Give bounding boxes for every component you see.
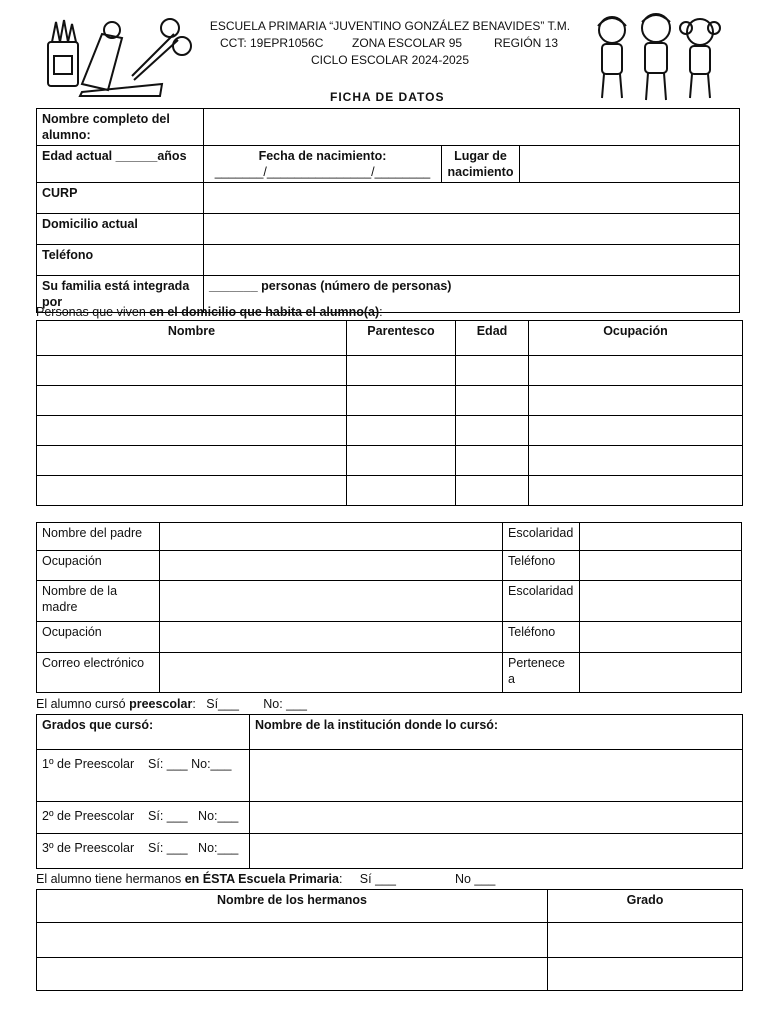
table-row bbox=[37, 416, 743, 446]
school-supplies-illustration bbox=[42, 14, 192, 98]
household-cell[interactable] bbox=[37, 386, 347, 416]
siblings-col-grade: Grado bbox=[548, 890, 743, 923]
siblings-intro bbox=[36, 871, 495, 887]
household-cell[interactable] bbox=[456, 356, 529, 386]
household-intro bbox=[36, 304, 383, 320]
preschool-institution-2[interactable] bbox=[250, 802, 743, 834]
table-row bbox=[37, 958, 743, 991]
siblings-table bbox=[36, 889, 743, 991]
household-cell[interactable] bbox=[347, 476, 456, 506]
household-cell[interactable] bbox=[529, 356, 743, 386]
page-title: FICHA DE DATOS bbox=[330, 90, 445, 104]
father-phone-label: Teléfono bbox=[503, 551, 580, 581]
student-name-field[interactable] bbox=[204, 109, 740, 146]
table-row bbox=[37, 923, 743, 958]
table-row bbox=[37, 356, 743, 386]
preschool-grade-3[interactable]: 3º de Preescolar Sí: ___ No:___ bbox=[37, 834, 250, 869]
household-cell[interactable] bbox=[529, 446, 743, 476]
birth-date-label: Fecha de nacimiento: bbox=[258, 149, 387, 163]
preschool-col-institution: Nombre de la institución donde lo cursó: bbox=[250, 715, 743, 750]
preschool-table bbox=[36, 714, 743, 869]
preschool-intro-text: El alumno cursó bbox=[36, 697, 130, 711]
father-schooling-label: Escolaridad bbox=[503, 523, 580, 551]
preschool-grade-1[interactable]: 1º de Preescolar Sí: ___ No:___ bbox=[37, 750, 250, 802]
cct-code: CCT: 19EPR1056C bbox=[220, 36, 324, 50]
birth-date-line: _______/_______________/________ bbox=[214, 165, 431, 179]
table-row bbox=[37, 476, 743, 506]
household-table bbox=[36, 320, 743, 506]
siblings-intro-text: El alumno tiene hermanos bbox=[36, 872, 185, 886]
household-cell[interactable] bbox=[347, 386, 456, 416]
address-label: Domicilio actual bbox=[37, 214, 204, 245]
birthplace-field[interactable] bbox=[520, 146, 740, 183]
household-cell[interactable] bbox=[529, 386, 743, 416]
father-occupation-field[interactable] bbox=[160, 551, 503, 581]
household-col-relation: Parentesco bbox=[347, 321, 456, 356]
birthplace-label: Lugar de nacimiento bbox=[442, 146, 520, 183]
household-intro-bold: en el domicilio que habita el alumno(a) bbox=[149, 305, 380, 319]
father-occupation-label: Ocupación bbox=[37, 551, 160, 581]
preschool-intro bbox=[36, 696, 307, 712]
address-field[interactable] bbox=[204, 214, 740, 245]
table-row bbox=[37, 386, 743, 416]
school-name: ESCUELA PRIMARIA “JUVENTINO GONZÁLEZ BENAVIDES” T.M. bbox=[209, 19, 571, 33]
household-intro-end: : bbox=[379, 305, 383, 319]
household-intro-text: Personas que viven bbox=[36, 305, 150, 319]
children-illustration bbox=[588, 8, 728, 104]
preschool-institution-1[interactable] bbox=[250, 750, 743, 802]
household-cell[interactable] bbox=[456, 416, 529, 446]
father-name-label: Nombre del padre bbox=[37, 523, 160, 551]
curp-field[interactable] bbox=[204, 183, 740, 214]
household-cell[interactable] bbox=[529, 416, 743, 446]
household-cell[interactable] bbox=[456, 446, 529, 476]
preschool-institution-3[interactable] bbox=[250, 834, 743, 869]
mother-occupation-label: Ocupación bbox=[37, 622, 160, 653]
household-cell[interactable] bbox=[37, 356, 347, 386]
phone-label: Teléfono bbox=[37, 245, 204, 276]
sibling-name-cell[interactable] bbox=[37, 923, 548, 958]
father-phone-field[interactable] bbox=[580, 551, 742, 581]
siblings-intro-options: : Sí ___ No ___ bbox=[338, 872, 496, 886]
siblings-col-name: Nombre de los hermanos bbox=[37, 890, 548, 923]
sibling-grade-cell[interactable] bbox=[548, 923, 743, 958]
school-region: REGIÓN 13 bbox=[494, 36, 559, 50]
father-name-field[interactable] bbox=[160, 523, 503, 551]
sibling-name-cell[interactable] bbox=[37, 958, 548, 991]
mother-occupation-field[interactable] bbox=[160, 622, 503, 653]
belongs-label: Pertenece a bbox=[503, 653, 580, 693]
preschool-intro-options: : Sí___ No: ___ bbox=[192, 697, 307, 711]
table-row bbox=[37, 446, 743, 476]
mother-name-label: Nombre de la madre bbox=[37, 581, 160, 622]
household-cell[interactable] bbox=[347, 416, 456, 446]
household-cell[interactable] bbox=[347, 356, 456, 386]
email-field[interactable] bbox=[160, 653, 503, 693]
mother-schooling-label: Escolaridad bbox=[503, 581, 580, 622]
household-col-age: Edad bbox=[456, 321, 529, 356]
household-cell[interactable] bbox=[37, 446, 347, 476]
belongs-field[interactable] bbox=[580, 653, 742, 693]
household-col-occupation: Ocupación bbox=[529, 321, 743, 356]
student-data-table bbox=[36, 108, 740, 313]
curp-label: CURP bbox=[37, 183, 204, 214]
parents-table bbox=[36, 522, 742, 693]
mother-phone-field[interactable] bbox=[580, 622, 742, 653]
phone-field[interactable] bbox=[204, 245, 740, 276]
preschool-grade-2[interactable]: 2º de Preescolar Sí: ___ No:___ bbox=[37, 802, 250, 834]
household-cell[interactable] bbox=[37, 476, 347, 506]
household-cell[interactable] bbox=[456, 386, 529, 416]
siblings-intro-bold: en ÉSTA Escuela Primaria bbox=[184, 872, 339, 886]
mother-name-field[interactable] bbox=[160, 581, 503, 622]
sibling-grade-cell[interactable] bbox=[548, 958, 743, 991]
mother-phone-label: Teléfono bbox=[503, 622, 580, 653]
father-schooling-field[interactable] bbox=[580, 523, 742, 551]
student-name-label: Nombre completo del alumno: bbox=[37, 109, 204, 146]
household-cell[interactable] bbox=[37, 416, 347, 446]
age-label: Edad actual ______años bbox=[37, 146, 204, 183]
household-cell[interactable] bbox=[347, 446, 456, 476]
family-size-label: Su familia está integrada por bbox=[37, 276, 204, 313]
birth-date-cell[interactable] bbox=[204, 146, 442, 183]
household-cell[interactable] bbox=[456, 476, 529, 506]
school-cycle: CICLO ESCOLAR 2024-2025 bbox=[310, 53, 470, 67]
preschool-intro-bold: preescolar bbox=[129, 697, 193, 711]
family-size-field[interactable]: _______ personas (número de personas) bbox=[204, 276, 740, 313]
mother-schooling-field[interactable] bbox=[580, 581, 742, 622]
school-zone: ZONA ESCOLAR 95 bbox=[352, 36, 463, 50]
household-cell[interactable] bbox=[529, 476, 743, 506]
email-label: Correo electrónico bbox=[37, 653, 160, 693]
household-col-name: Nombre bbox=[37, 321, 347, 356]
preschool-col-grades: Grados que cursó: bbox=[37, 715, 250, 750]
